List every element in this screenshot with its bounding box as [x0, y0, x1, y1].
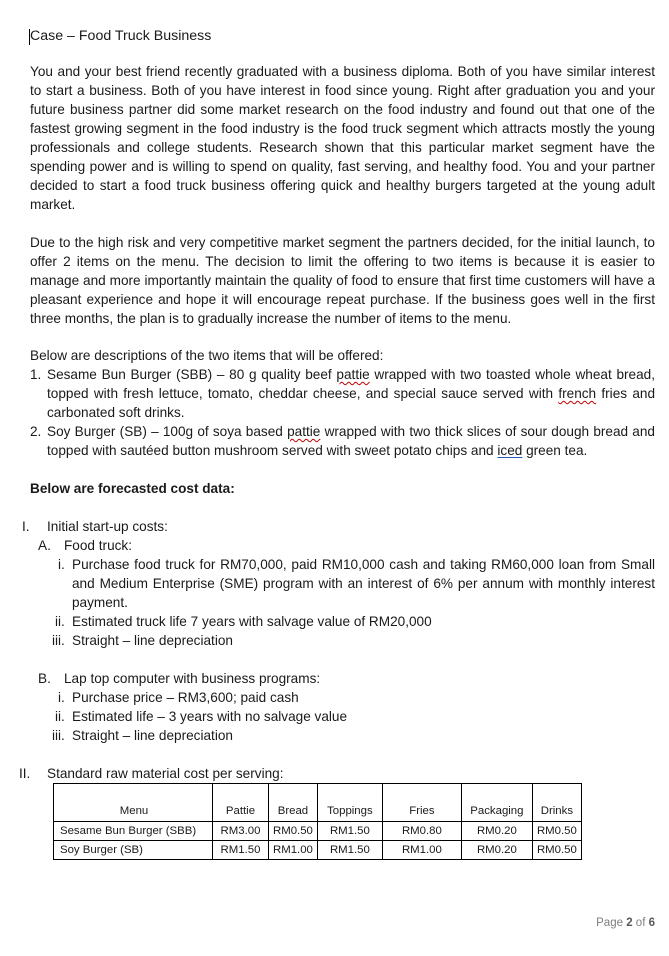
table-header-row	[54, 784, 582, 822]
table-cell: RM1.00	[269, 841, 318, 860]
table-cell: RM0.50	[269, 822, 318, 841]
section-1-title: Initial start-up costs:	[47, 519, 168, 534]
table-cell: RM0.20	[461, 841, 532, 860]
table-cell: RM0.50	[532, 841, 581, 860]
sub-a-letter: A.	[38, 538, 51, 553]
item-2-number: 2.	[30, 424, 42, 439]
sub-b-item-1-number: i.	[58, 690, 65, 705]
table-row	[54, 822, 582, 841]
sub-a-item-2-text: Estimated truck life 7 years with salvage value of RM20,000	[72, 614, 432, 629]
table-cell: Soy Burger (SB)	[54, 841, 213, 860]
sub-a-item-2-number: ii.	[55, 614, 65, 629]
spelling-flag: pattie	[336, 367, 370, 382]
table-cell: RM0.50	[532, 822, 581, 841]
spelling-flag: french	[558, 386, 597, 401]
sub-a-item-3-number: iii.	[52, 633, 65, 648]
section-2-number: II.	[19, 766, 31, 781]
sub-a-title: Food truck:	[64, 538, 132, 553]
header-cell: Packaging	[461, 784, 532, 822]
risk-paragraph: Due to the high risk and very competitive market segment the partners decided, for the initial launch, to offer 2 items on the menu. The decision to limit the offering to two items is because it is easier to manage and more importantly maintain the quality of food to ensure that first time customers will have a pleasant experience and hope it will encourage repeat purchase. If the business goes well in the first three months, the plan is to gradually increase the number of items to the menu.	[30, 235, 655, 326]
table-cell: RM1.00	[382, 841, 461, 860]
table-cell: RM3.00	[213, 822, 269, 841]
sub-b-item-2-number: ii.	[55, 709, 65, 724]
intro-paragraph: You and your best friend recently graduated with a business diploma. Both of you have similar interest to start a business. Both of you have interest in food since young. Right after graduation you and your future business partner did some market research on the food industry and found out that one of the fastest growing segment in the food industry is the food truck segment which attracts mostly the young professionals and college students. Research shown that this particular market segment have the spending power and is willing to spend on quality, fast serving, and healthy food. You and your partner decided to start a food truck business offering quick and healthy burgers targeted at the young adult market.	[30, 64, 655, 212]
table-cell: Sesame Bun Burger (SBB)	[54, 822, 213, 841]
sub-b-title: Lap top computer with business programs:	[64, 671, 321, 686]
raw-material-cost-table	[53, 783, 582, 860]
sub-b-item-3-text: Straight – line depreciation	[72, 728, 233, 743]
sub-b-item-1-text: Purchase price – RM3,600; paid cash	[72, 690, 299, 705]
header-cell: Toppings	[317, 784, 382, 822]
header-cell: Fries	[382, 784, 461, 822]
sub-b-letter: B.	[38, 671, 51, 686]
forecast-heading: Below are forecasted cost data:	[30, 481, 235, 496]
header-cell: Pattie	[213, 784, 269, 822]
grammar-flag: iced	[497, 443, 523, 458]
item-2-description: Soy Burger (SB) – 100g of soya based pattie wrapped with two thick slices of sour dough bread and topped with sautéed button mushroom served with sweet potato chips and iced green tea.	[47, 424, 655, 458]
sub-a-item-3-text: Straight – line depreciation	[72, 633, 233, 648]
case-title: Case – Food Truck Business	[30, 28, 212, 44]
section-2-title: Standard raw material cost per serving:	[47, 766, 284, 781]
table-cell: RM1.50	[213, 841, 269, 860]
table-cell: RM1.50	[317, 822, 382, 841]
sub-a-item-1-number: i.	[58, 557, 65, 572]
header-cell: Bread	[269, 784, 318, 822]
header-cell: Menu	[54, 784, 213, 822]
item-1-number: 1.	[30, 367, 42, 382]
sub-b-item-3-number: iii.	[52, 728, 65, 743]
table-cell: RM0.20	[461, 822, 532, 841]
section-1-number: I.	[22, 519, 30, 534]
table-cell: RM1.50	[317, 841, 382, 860]
sub-a-item-1-text: Purchase food truck for RM70,000, paid RM10,000 cash and taking RM60,000 loan from Small and Medium Enterprise (SME) program with an interest of 6% per annum with monthly interest payment.	[72, 557, 655, 610]
sub-b-item-2-text: Estimated life – 3 years with no salvage value	[72, 709, 348, 724]
table-row	[54, 841, 582, 860]
item-1-description: Sesame Bun Burger (SBB) – 80 g quality beef pattie wrapped with two toasted whole wheat bread, topped with fresh lettuce, tomato, cheddar cheese, and special sauce served with french fries and carbonated soft drinks.	[47, 367, 656, 420]
spelling-flag: pattie	[287, 424, 321, 439]
page-number-footer: Page 2 of 6	[596, 917, 655, 929]
table-cell: RM0.80	[382, 822, 461, 841]
header-cell: Drinks	[532, 784, 581, 822]
items-intro: Below are descriptions of the two items that will be offered:	[30, 348, 384, 363]
